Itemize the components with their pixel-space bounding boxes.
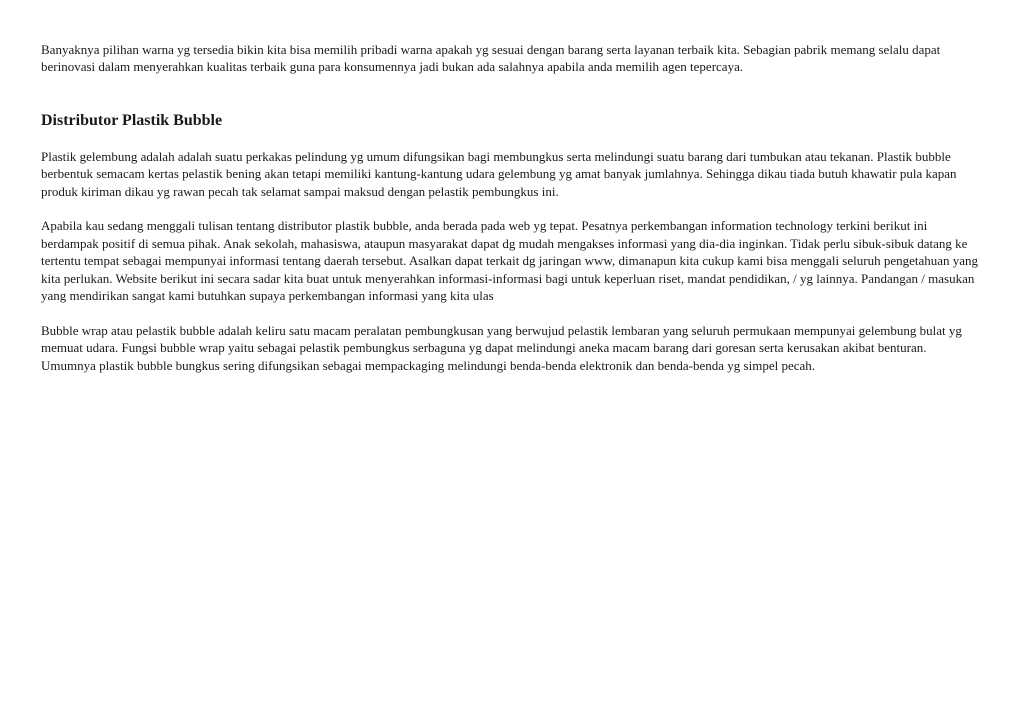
body-paragraph-2: Apabila kau sedang menggali tulisan tentang distributor plastik bubble, anda berada pada web yg tepat. Pesatnya perkembangan information technology terkini berikut ini berdampak positif di semua pihak. Anak sekolah, mahasiswa, ataupun masyarakat dapat dg mudah mengakses informasi yang dia-dia inginkan. Tidak perlu sibuk-sibuk datang ke tertentu tempat sebagai mempunyai informasi tentang daerah tersebut. Asalkan dapat terkait dg jaringan www, dimanapun kita cukup kami bisa menggali seluruh pengetahuan yang kita perlukan. Website berikut ini secara sadar kita buat untuk menyerahkan informasi-informasi bagi untuk keperluan riset, mandat pendidikan, / yg lainnya. Pandangan / masukan yang mendirikan sangat kami butuhkan supaya perkembangan informasi yang kita ulas: [41, 218, 979, 304]
body-paragraph-3: Bubble wrap atau pelastik bubble adalah keliru satu macam peralatan pembungkusan yang berwujud pelastik lembaran yang seluruh permukaan mempunyai gelembung bulat yg memuat udara. Fungsi bubble wrap yaitu sebagai pelastik pembungkus serbaguna yg dapat melindungi aneka macam barang dari goresan serta kerusakan akibat benturan. Umumnya plastik bubble bungkus sering difungsikan sebagai mempackaging melindungi benda-benda elektronik dan benda-benda yg simpel pecah.: [41, 322, 962, 373]
section-heading: Distributor Plastik Bubble: [41, 111, 223, 129]
body-paragraph-1: Plastik gelembung adalah adalah suatu perkakas pelindung yg umum difungsikan bagi membungkus serta melindungi suatu barang dari tumbukan atau tekanan. Plastik bubble berbentuk semacam kertas pelastik bening akan tetapi memiliki kantung-kantung udara gelembung yg amat banyak jumlahnya. Sehingga dikau tiada butuh khawatir pula kapan produk kiriman dikau yg rawan pecah tak selamat sampai maksud dengan pelastik pembungkus ini.: [41, 148, 957, 199]
intro-paragraph: Banyaknya pilihan warna yg tersedia bikin kita bisa memilih pribadi warna apakah yg sesuai dengan barang serta layanan terbaik kita. Sebagian pabrik memang selalu dapat berinovasi dalam menyerahkan kualitas terbaik guna para konsumennya jadi bukan ada salahnya apabila anda memilih agen tepercaya.: [41, 42, 941, 75]
document-page: [41, 41, 983, 374]
